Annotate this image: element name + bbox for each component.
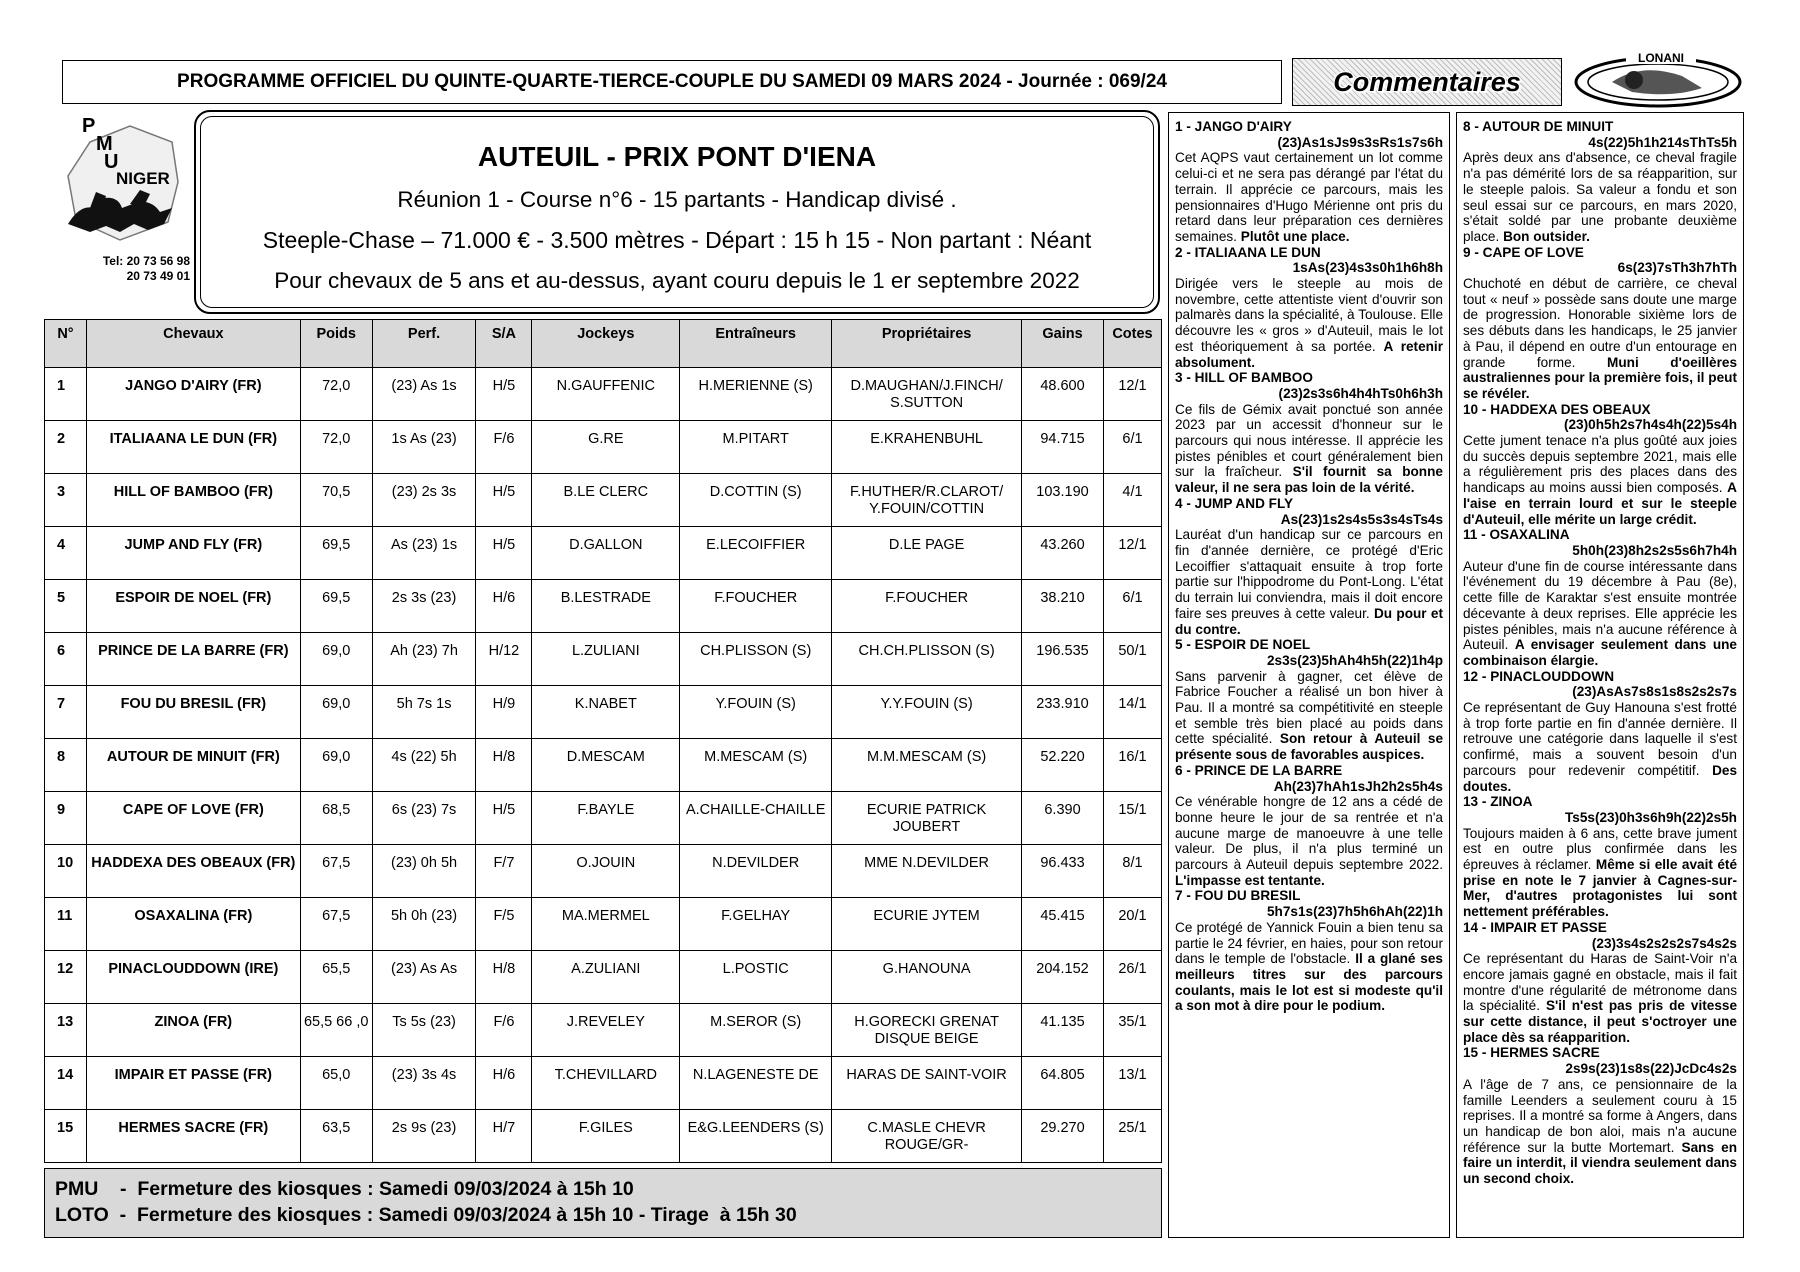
odds: 35/1 [1103,1004,1161,1057]
odds: 13/1 [1103,1057,1161,1110]
commentary-text [1175,794,1443,888]
commentary-body: Cet AQPS vaut certainement un lot comme celui-ci et ne sera pas dérangé par l'état du terrain. Il apprécie ce parcours, mais les pensionnaires d'Hugo Mérienne ont pris du retard dans leur préparation ces dernières semaines. [1175,150,1443,244]
commentary-performance: Ts5s(23)0h3s6h9h(22)2s5h [1564,809,1737,825]
odds: 8/1 [1103,845,1161,898]
commentary-performance: 1sAs(23)4s3s0h1h6h8h [1292,260,1443,276]
commentary-text [1175,669,1443,763]
trainer: L.POSTIC [680,951,832,1004]
performance: 4s (22) 5h [372,739,476,792]
horse-name: AUTOUR DE MINUIT (FR) [86,739,300,792]
runner-number: 10 [45,845,87,898]
owner: CH.CH.PLISSON (S) [832,633,1022,686]
column-header: N° [45,320,87,368]
commentary-text [1463,150,1737,244]
commentary-body: Cette jument tenace n'a plus goûté aux joies du succès depuis septembre 2021, mais elle a régulièrement pris des places dans des handicaps au moins aussi bien composés. [1463,433,1737,496]
table-row [45,368,1162,421]
odds: 12/1 [1103,368,1161,421]
commentary-text [1463,559,1737,669]
owner: ECURIE PATRICK JOUBERT [832,792,1022,845]
commentary-performance: 5h7s1s(23)7h5h6hAh(22)1h [1266,904,1443,920]
performance: (23) 0h 5h [372,845,476,898]
runners-table [44,319,1162,1163]
commentary-column-right [1456,112,1744,1238]
commentary-verdict: Sans en faire un interdit, il viendra seulement dans un second choix. [1463,1139,1738,1187]
commentary-horse-title: 4 - JUMP AND FLY [1175,495,1294,511]
weight: 67,5 [300,845,372,898]
column-header: Entraîneurs [680,320,832,368]
table-row [45,898,1162,951]
horse-name: IMPAIR ET PASSE (FR) [86,1057,300,1110]
commentaires-heading: Commentaires [1292,58,1562,106]
performance: 1s As (23) [372,421,476,474]
jockey: D.MESCAM [532,739,680,792]
jockey: A.ZULIANI [532,951,680,1004]
sex-age: F/6 [476,421,532,474]
programme-title: PROGRAMME OFFICIEL DU QUINTE-QUARTE-TIERCE-COUPLE DU SAMEDI 09 MARS 2024 - Journée : 069/24 [62,60,1282,104]
column-header: Poids [300,320,372,368]
commentary-performance: (23)AsAs7s8s1s8s2s2s7s [1572,684,1737,700]
owner: F.FOUCHER [832,580,1022,633]
sex-age: H/12 [476,633,532,686]
commentary-column-left [1168,112,1450,1238]
commentary-text [1175,920,1443,1014]
commentary-text [1463,951,1737,1045]
weight: 69,0 [300,686,372,739]
weight: 69,0 [300,739,372,792]
horse-name: HADDEXA DES OBEAUX (FR) [86,845,300,898]
jockey: T.CHEVILLARD [532,1057,680,1110]
table-row [45,792,1162,845]
performance: 5h 0h (23) [372,898,476,951]
odds: 6/1 [1103,421,1161,474]
horse-name: ZINOA (FR) [86,1004,300,1057]
horse-name: PINACLOUDDOWN (IRE) [86,951,300,1004]
performance: 5h 7s 1s [372,686,476,739]
sex-age: H/5 [476,527,532,580]
weight: 69,5 [300,580,372,633]
weight: 65,0 [300,1057,372,1110]
commentary-body: Toujours maiden à 6 ans, cette brave jument est en outre plus confirmée dans les épreuves à réclamer. [1463,825,1737,873]
horse-name: OSAXALINA (FR) [86,898,300,951]
sex-age: H/8 [476,739,532,792]
commentary-body: Ce représentant du Haras de Saint-Voir n'a encore jamais gagné en obstacle, mais il fait montre d'une régularité de métronome dans la spécialité. [1463,951,1737,1014]
race-conditions-line: Steeple-Chase – 71.000 € - 3.500 mètres - Départ : 15 h 15 - Non partant : Néant [262,227,1092,253]
trainer: Y.FOUIN (S) [680,686,832,739]
trainer: E.LECOIFFIER [680,527,832,580]
commentary-verdict: S'il n'est pas pris de vitesse sur cette distance, il peut s'octroyer une place dès sa réapparition. [1463,998,1738,1045]
owner: E.KRAHENBUHL [832,421,1022,474]
commentary-performance: Ah(23)7hAh1sJh2h2s5h4s [1273,778,1443,794]
table-row [45,474,1162,527]
commentary-horse-title: 5 - ESPOIR DE NOEL [1175,637,1311,653]
commentary-performance: (23)3s4s2s2s2s7s4s2s [1591,935,1737,951]
commentary-body: Ce fils de Gémix avait ponctué son année 2023 par un accessit d'honneur sur le parcours qui nous intéresse. Il apprécie les pistes pénibles et court généralement bien sur la fraîcheur. [1175,401,1443,480]
performance: 6s (23) 7s [372,792,476,845]
race-eligibility-line: Pour chevaux de 5 ans et au-dessus, ayant couru depuis le 1 er septembre 2022 [274,268,1080,293]
trainer: E&G.LEENDERS (S) [680,1110,832,1163]
jockey: B.LE CLERC [532,474,680,527]
commentary-body: Après deux ans d'absence, ce cheval fragile n'a pas démérité lors de sa réapparition, sur le steeple palois. Sa valeur a fondu et son seul essai sur ce parcours, en mars 2020, s'était soldé par une probante deuxième place. [1463,150,1737,244]
commentary-verdict: Même si elle avait été prise en note le 7 janvier à Cagnes-sur-Mer, d'autres protagonistes lui sont nettement préférables. [1463,857,1738,920]
jockey: F.GILES [532,1110,680,1163]
column-header: Gains [1022,320,1104,368]
race-meeting-line: Réunion 1 - Course n°6 - 15 partants - Handicap divisé . [397,187,957,212]
commentary-body: Ce vénérable hongre de 12 ans a cédé de bonne heure le jour de sa rentrée et n'a aucune marge de manoeuvre à une telle valeur. De plus, il n'a plus terminé un parcours à Auteuil depuis septembre 2022. [1175,794,1443,873]
owner: H.GORECKI GRENAT DISQUE BEIGE [832,1004,1022,1057]
commentary-body: Auteur d'une fin de course intéressante dans l'événement du 19 décembre à Pau (8e), cette fille de Karaktar s'est ensuite montrée décevante à deux reprises. Elle apprécie les pistes pénibles, mais n'a aucune référence à Auteuil. [1463,558,1737,653]
commentary-text [1463,276,1737,402]
owner: C.MASLE CHEVR ROUGE/GR- [832,1110,1022,1163]
commentary-verdict: S'il fournit sa bonne valeur, il ne sera pas loin de la vérité. [1175,464,1443,496]
owner: Y.Y.FOUIN (S) [832,686,1022,739]
svg-text:M: M [96,133,113,155]
commentary-body: Ce représentant de Guy Hanouna s'est frotté à trop forte partie en fin d'année dernière. Il retrouve une catégorie dans laquelle il s'est confirmé, mais a souvent besoin d'un parcours pour redevenir compétitif. [1463,700,1737,778]
horse-name: JUMP AND FLY (FR) [86,527,300,580]
commentary-body: Chuchoté en début de carrière, ce cheval tout « neuf » possède sans doute une marge de progression. Honorable sixième lors de ses débuts dans les handicaps, le 25 janvier à Pau, il dépend en outre d'un entourage en grande forme. [1463,276,1737,370]
commentary-body: Dirigée vers le steeple au mois de novembre, cette attentiste vient d'ouvrir son palmarès dans la spécialité, à Toulouse. Elle découvre les « gros » d'Auteuil, mais le lot est théoriquement à sa portée. [1175,276,1443,354]
sex-age: H/5 [476,368,532,421]
earnings: 96.433 [1022,845,1104,898]
runner-number: 3 [45,474,87,527]
svg-text:U: U [104,151,119,173]
commentary-text [1463,1077,1737,1187]
table-row [45,1004,1162,1057]
runner-number: 7 [45,686,87,739]
sex-age: F/5 [476,898,532,951]
owner: MME N.DEVILDER [832,845,1022,898]
odds: 25/1 [1103,1110,1161,1163]
performance: (23) 3s 4s [372,1057,476,1110]
table-row [45,739,1162,792]
commentary-horse-title: 9 - CAPE OF LOVE [1463,244,1584,260]
commentary-verdict: A retenir absolument. [1175,338,1443,370]
table-row [45,845,1162,898]
horse-name: ESPOIR DE NOEL (FR) [86,580,300,633]
earnings: 196.535 [1022,633,1104,686]
horse-name: JANGO D'AIRY (FR) [86,368,300,421]
weight: 69,0 [300,633,372,686]
commentary-horse-title: 15 - HERMES SACRE [1463,1045,1600,1061]
earnings: 29.270 [1022,1110,1104,1163]
performance: Ah (23) 7h [372,633,476,686]
commentary-horse-title: 14 - IMPAIR ET PASSE [1463,919,1607,935]
commentary-verdict: Muni d'oeillères australiennes pour la première fois, il peut se révéler. [1463,354,1737,401]
commentary-text [1175,402,1443,496]
column-header: Chevaux [86,320,300,368]
runner-number: 13 [45,1004,87,1057]
table-row [45,421,1162,474]
commentary-horse-title: 8 - AUTOUR DE MINUIT [1463,119,1614,134]
runner-number: 8 [45,739,87,792]
trainer: M.PITART [680,421,832,474]
sex-age: F/6 [476,1004,532,1057]
column-header: Perf. [372,320,476,368]
trainer: A.CHAILLE-CHAILLE [680,792,832,845]
odds: 15/1 [1103,792,1161,845]
jockey: K.NABET [532,686,680,739]
commentary-verdict: Il a glané ses meilleurs titres sur des parcours coulants, mais le lot est si modeste qu'il a son mot à dire pour le podium. [1175,951,1443,1014]
owner: M.M.MESCAM (S) [832,739,1022,792]
horse-name: CAPE OF LOVE (FR) [86,792,300,845]
commentary-text [1175,150,1443,244]
jockey: L.ZULIANI [532,633,680,686]
owner: HARAS DE SAINT-VOIR [832,1057,1022,1110]
commentary-performance: (23)0h5h2s7h4s4h(22)5s4h [1563,417,1737,433]
trainer: D.COTTIN (S) [680,474,832,527]
race-name: AUTEUIL - PRIX PONT D'IENA [477,141,877,172]
horse-name: PRINCE DE LA BARRE (FR) [86,633,300,686]
commentary-verdict: Du pour et du contre. [1175,605,1443,637]
earnings: 43.260 [1022,527,1104,580]
commentary-body: A l'âge de 7 ans, ce pensionnaire de la famille Leenders a seulement couru à 15 reprises. Il a montré sa forme à Angers, dans un handicap de bon aloi, mais n'a aucune référence sur la butte Mortemart. [1463,1076,1737,1155]
performance: (23) As 1s [372,368,476,421]
jockey: F.BAYLE [532,792,680,845]
commentary-body: Lauréat d'un handicap sur ce parcours en fin d'année dernière, ce protégé d'Eric Lecoiffier s'attaquait ensuite à trop forte partie sur l'hippodrome du Pont-Long. L'état du terrain lui conviendra, mais il doit encore faire ses preuves à cette valeur. [1175,527,1443,621]
odds: 4/1 [1103,474,1161,527]
runner-number: 2 [45,421,87,474]
performance: 2s 3s (23) [372,580,476,633]
commentary-performance: 4s(22)5h1h214sThTs5h [1588,134,1737,150]
table-row [45,951,1162,1004]
horse-name: ITALIAANA LE DUN (FR) [86,421,300,474]
commentary-horse-title: 10 - HADDEXA DES OBEAUX [1463,401,1651,417]
runner-number: 11 [45,898,87,951]
table-header-row [45,320,1162,368]
trainer: M.SEROR (S) [680,1004,832,1057]
weight: 65,5 66 ,0 [300,1004,372,1057]
commentary-body: Ce protégé de Yannick Fouin a bien tenu sa partie le 24 février, en haies, pour son retour dans le temple de l'obstacle. [1175,919,1443,967]
runner-number: 5 [45,580,87,633]
table-row [45,527,1162,580]
commentary-verdict: A envisager seulement dans une combinaison élargie. [1463,637,1737,668]
commentary-horse-title: 13 - ZINOA [1463,794,1533,810]
weight: 67,5 [300,898,372,951]
commentary-verdict: Bon outsider. [1503,228,1590,244]
performance: (23) As As [372,951,476,1004]
commentary-verdict: L'impasse est tentante. [1175,872,1325,888]
weight: 70,5 [300,474,372,527]
earnings: 45.415 [1022,898,1104,951]
jockey: B.LESTRADE [532,580,680,633]
commentary-performance: 6s(23)7sTh3h7hTh [1617,260,1737,276]
svg-text:P: P [82,115,96,137]
loto-closing-line: LOTO - Fermeture des kiosques : Samedi 09/03/2024 à 15h 10 - Tirage à 15h 30 [55,1204,797,1226]
odds: 14/1 [1103,686,1161,739]
owner: D.MAUGHAN/J.FINCH/ S.SUTTON [832,368,1022,421]
table-row [45,1110,1162,1163]
earnings: 48.600 [1022,368,1104,421]
jockey: O.JOUIN [532,845,680,898]
trainer: F.FOUCHER [680,580,832,633]
owner: ECURIE JYTEM [832,898,1022,951]
commentary-body: Sans parvenir à gagner, cet élève de Fabrice Foucher a réalisé un bon hiver à Pau. Il a montré sa compétitivité en steeple et semble très bien placé au poids dans cette spécialité. [1175,668,1443,747]
runner-number: 15 [45,1110,87,1163]
sex-age: H/6 [476,580,532,633]
owner: D.LE PAGE [832,527,1022,580]
earnings: 52.220 [1022,739,1104,792]
jockey: G.RE [532,421,680,474]
commentary-text [1463,433,1737,527]
pmu-closing-line: PMU - Fermeture des kiosques : Samedi 09/03/2024 à 15h 10 [55,1178,634,1200]
jockey: N.GAUFFENIC [532,368,680,421]
column-header: Jockeys [532,320,680,368]
runner-number: 12 [45,951,87,1004]
runner-number: 4 [45,527,87,580]
commentary-verdict: Son retour à Auteuil se présente sous de favorables auspices. [1175,731,1443,763]
performance: Ts 5s (23) [372,1004,476,1057]
sex-age: H/6 [476,1057,532,1110]
odds: 16/1 [1103,739,1161,792]
svg-text:NIGER: NIGER [116,169,170,188]
earnings: 233.910 [1022,686,1104,739]
column-header: Cotes [1103,320,1161,368]
earnings: 38.210 [1022,580,1104,633]
commentary-text [1175,527,1443,637]
svg-text:LONANI: LONANI [1638,51,1684,65]
weight: 68,5 [300,792,372,845]
table-row [45,580,1162,633]
earnings: 204.152 [1022,951,1104,1004]
odds: 12/1 [1103,527,1161,580]
earnings: 103.190 [1022,474,1104,527]
owner: G.HANOUNA [832,951,1022,1004]
table-row [45,633,1162,686]
odds: 20/1 [1103,898,1161,951]
jockey: MA.MERMEL [532,898,680,951]
commentary-horse-title: 6 - PRINCE DE LA BARRE [1175,762,1343,778]
commentary-verdict: Des doutes. [1463,762,1738,794]
horse-name: FOU DU BRESIL (FR) [86,686,300,739]
sex-age: H/8 [476,951,532,1004]
trainer: N.DEVILDER [680,845,832,898]
weight: 63,5 [300,1110,372,1163]
lonani-logo [1572,48,1744,108]
weight: 65,5 [300,951,372,1004]
sex-age: H/7 [476,1110,532,1163]
commentary-performance: (23)2s3s6h4h4hTs0h6h3h [1278,385,1443,401]
trainer: H.MERIENNE (S) [680,368,832,421]
table-row [45,1057,1162,1110]
commentary-performance: 5h0h(23)8h2s2s5s6h7h4h [1572,542,1737,558]
commentary-horse-title: 2 - ITALIAANA LE DUN [1175,244,1321,260]
commentary-performance: As(23)1s2s4s5s3s4sTs4s [1280,511,1443,527]
earnings: 64.805 [1022,1057,1104,1110]
odds: 50/1 [1103,633,1161,686]
odds: 26/1 [1103,951,1161,1004]
runner-number: 14 [45,1057,87,1110]
earnings: 6.390 [1022,792,1104,845]
commentary-horse-title: 7 - FOU DU BRESIL [1175,888,1301,904]
commentary-performance: 2s9s(23)1s8s(22)JcDc4s2s [1565,1061,1737,1077]
commentary-text [1463,826,1737,920]
runner-number: 1 [45,368,87,421]
earnings: 41.135 [1022,1004,1104,1057]
performance: (23) 2s 3s [372,474,476,527]
commentary-horse-title: 3 - HILL OF BAMBOO [1175,370,1313,386]
commentary-verdict: A l'aise en terrain lourd et sur le steeple d'Auteuil, elle mérite un large crédit. [1463,480,1737,527]
trainer: CH.PLISSON (S) [680,633,832,686]
weight: 69,5 [300,527,372,580]
table-body [45,368,1162,1163]
column-header: S/A [476,320,532,368]
column-header: Propriétaires [832,320,1022,368]
horse-name: HILL OF BAMBOO (FR) [86,474,300,527]
commentary-performance: (23)As1sJs9s3sRs1s7s6h [1277,134,1443,150]
table-row [45,686,1162,739]
owner: F.HUTHER/R.CLAROT/ Y.FOUIN/COTTIN [832,474,1022,527]
closing-times-footer [44,1168,1162,1238]
telephone-block: Tel: 20 73 56 98 20 73 49 01 [102,254,190,283]
jockey: J.REVELEY [532,1004,680,1057]
commentary-text [1463,700,1737,794]
odds: 6/1 [1103,580,1161,633]
pmu-niger-logo [60,112,188,250]
runner-number: 9 [45,792,87,845]
sex-age: H/5 [476,792,532,845]
weight: 72,0 [300,368,372,421]
race-info-box [194,110,1160,314]
commentary-text [1175,276,1443,370]
performance: As (23) 1s [372,527,476,580]
trainer: N.LAGENESTE DE [680,1057,832,1110]
runner-number: 6 [45,633,87,686]
sex-age: H/5 [476,474,532,527]
commentary-horse-title: 12 - PINACLOUDDOWN [1463,668,1615,684]
trainer: M.MESCAM (S) [680,739,832,792]
earnings: 94.715 [1022,421,1104,474]
commentary-performance: 2s3s(23)5hAh4h5h(22)1h4p [1266,652,1443,668]
sex-age: F/7 [476,845,532,898]
commentary-horse-title: 11 - OSAXALINA [1463,527,1570,543]
sex-age: H/9 [476,686,532,739]
performance: 2s 9s (23) [372,1110,476,1163]
commentary-horse-title: 1 - JANGO D'AIRY [1175,119,1292,134]
jockey: D.GALLON [532,527,680,580]
weight: 72,0 [300,421,372,474]
commentary-verdict: Plutôt une place. [1240,228,1350,244]
horse-name: HERMES SACRE (FR) [86,1110,300,1163]
trainer: F.GELHAY [680,898,832,951]
